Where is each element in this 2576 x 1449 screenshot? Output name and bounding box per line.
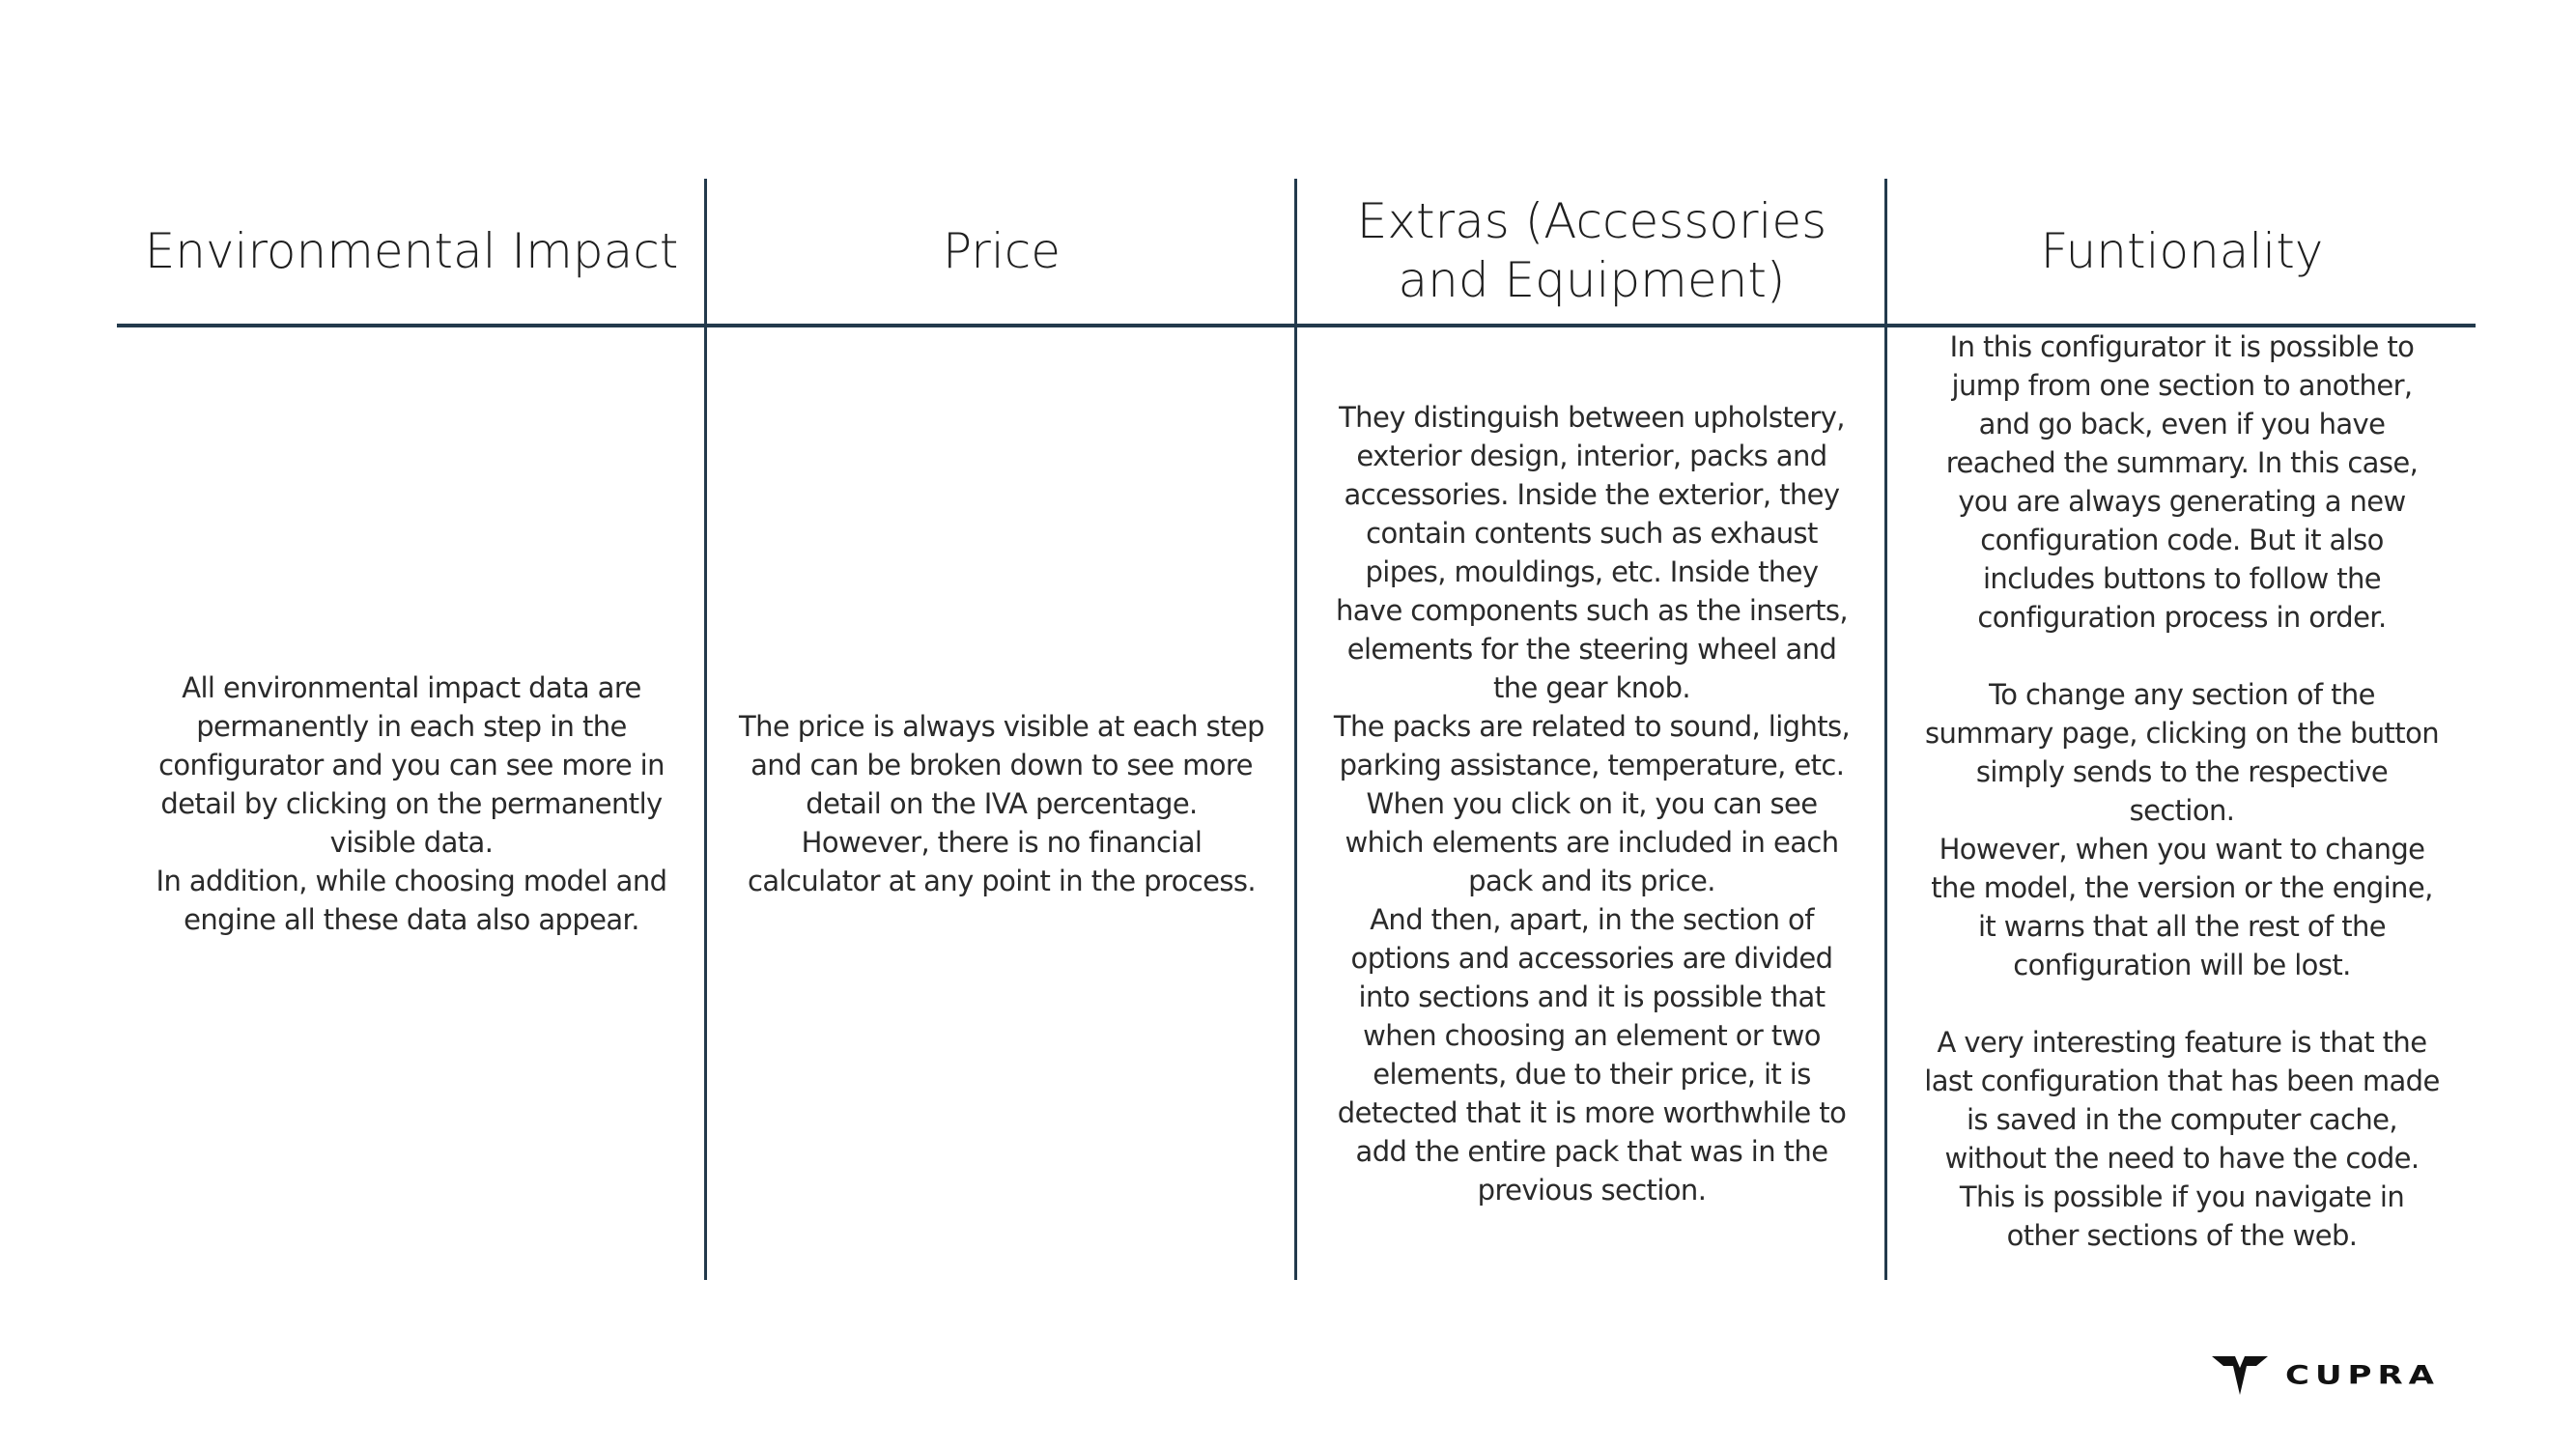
column-price [707, 179, 1296, 1280]
cupra-logo [2212, 1352, 2477, 1399]
column-body [117, 327, 706, 1280]
column-body-text: The price is always visible at each step and can be broken down to see more detail on the IVA percentage. However, there is no financial calculator at any point in the process. [739, 710, 1264, 897]
column-heading: Price [943, 222, 1061, 279]
column-heading: Funtionality [2040, 222, 2324, 279]
cupra-wordmark: CUPRA [2285, 1360, 2440, 1391]
column-body-text: All environmental impact data are permanently in each step in the configurator and you can see more in detail by clicking on the permanently visible data. In addition, while choosing model and engine all these data also appear. [156, 671, 667, 936]
column-heading: Environmental Impact [144, 222, 679, 279]
column-divider [704, 179, 707, 1280]
column-divider [1884, 179, 1887, 1280]
column-extras [1297, 179, 1886, 1280]
cupra-tribal-icon [2212, 1354, 2268, 1397]
column-heading: Extras (Accessories and Equipment) [1356, 193, 1827, 308]
column-divider [1294, 179, 1297, 1280]
column-body-text: In this configurator it is possible to jump from one section to another, and go back, even if you have reached the summary. In this case, you are always generating a new configuration code. But it also includes buttons to follow the configuration process in order. To change any section of the summary page, clicking on the button simply sends to the respective section. However, when you want to change the model, the version or the engine, it warns that all the rest of the configuration will be lost. A very interesting feature is that the last configuration that has been made is saved in the computer cache, without the need to have the code. This is possible if you navigate in other sections of the web. [1924, 330, 2440, 1252]
column-body [1887, 327, 2477, 1280]
column-body-text: They distinguish between upholstery, exterior design, interior, packs and accessories. Inside the exterior, they contain contents such as exhaust pipes, mouldings, etc. Inside they have components such as the inserts, elements for the steering wheel and the gear knob. The packs are related to sound, lights, parking assistance, temperature, etc. When you click on it, you can see which elements are included in each pack and its price. And then, apart, in the section of options and accessories are divided into sections and it is possible that when choosing an element or two elements, due to their price, it is detected that it is more worthwhile to add the entire pack that was in the previous section. [1333, 401, 1851, 1207]
column-functionality [1887, 179, 2477, 1280]
column-body [1297, 327, 1886, 1280]
comparison-table [117, 179, 2476, 1280]
column-environmental-impact [117, 179, 706, 1280]
column-body [707, 327, 1296, 1280]
